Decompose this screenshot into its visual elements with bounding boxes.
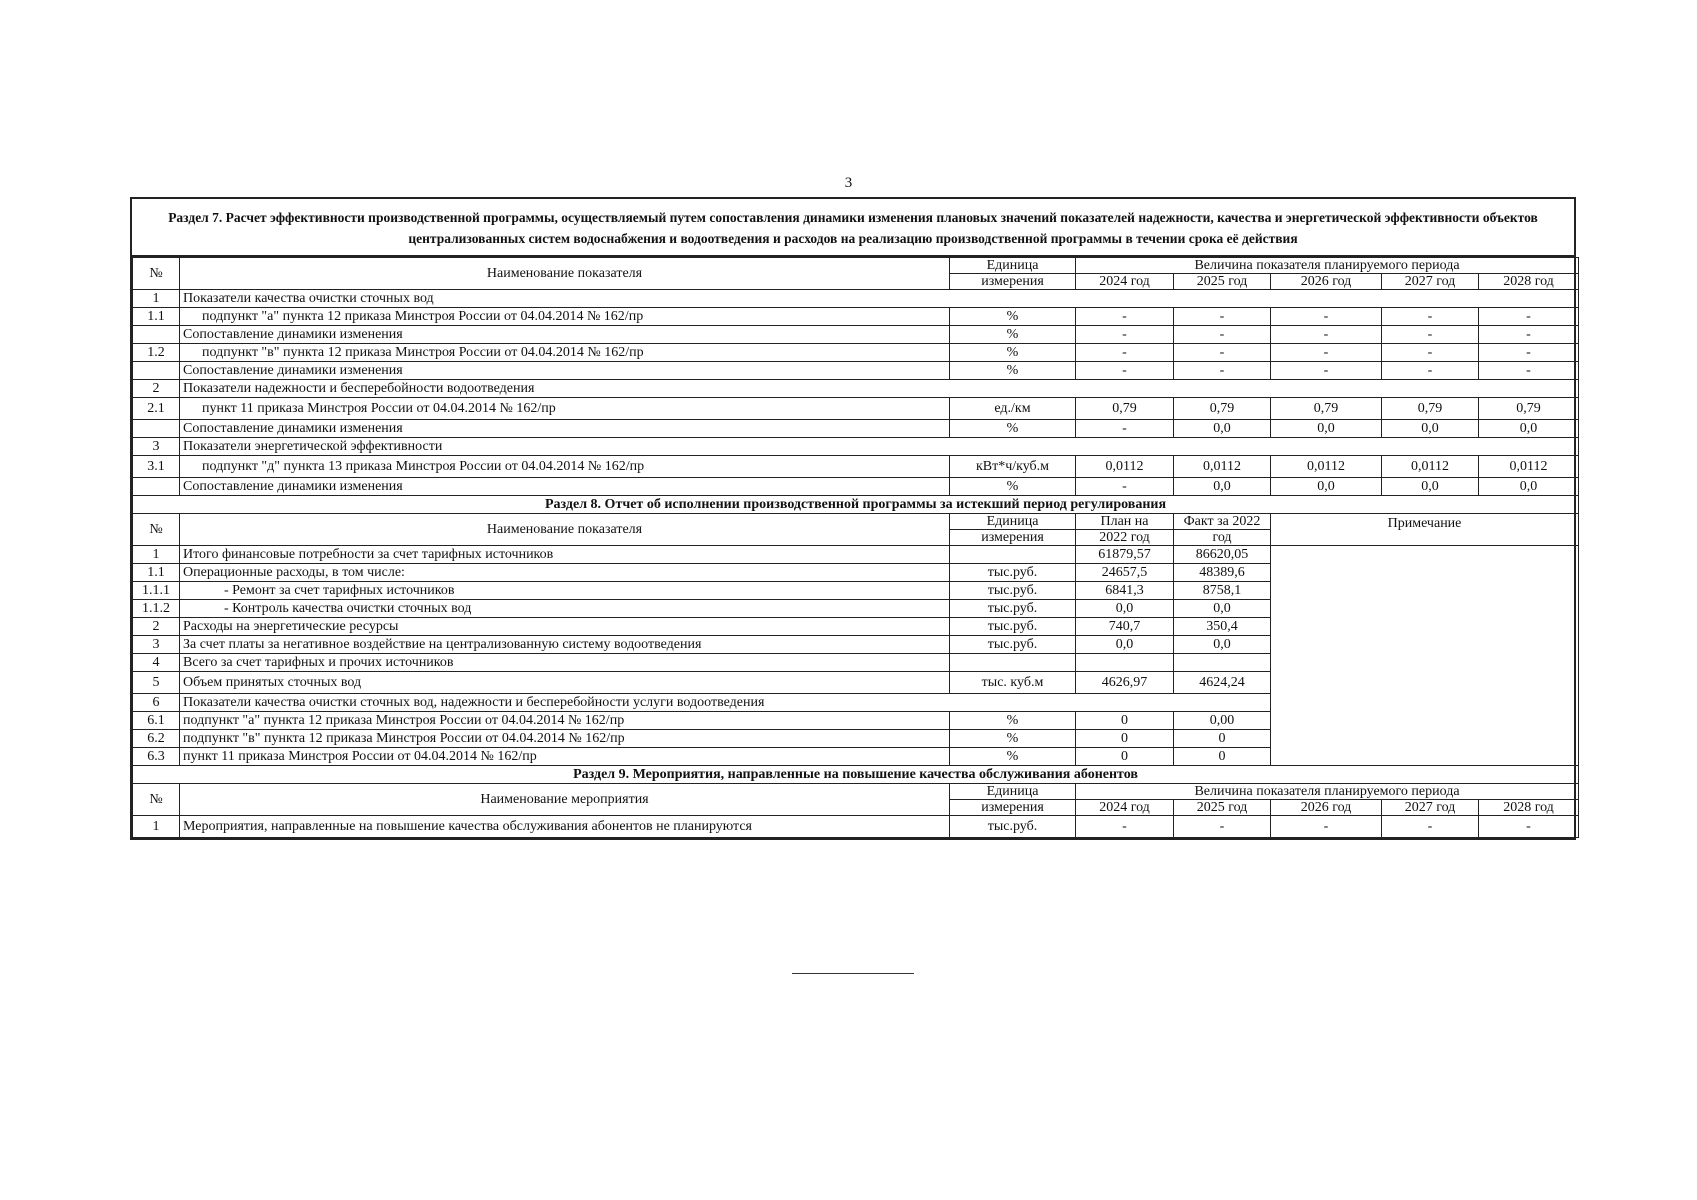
s7-row-name: Сопоставление динамики изменения <box>180 420 950 438</box>
s7-row-value: 0,0112 <box>1479 456 1579 478</box>
s7-row-num: 3 <box>133 438 180 456</box>
s9-row-name: Мероприятия, направленные на повышение качества обслуживания абонентов не планируются <box>180 816 950 838</box>
s7-row-unit: ед./км <box>950 398 1076 420</box>
s7-row-value: - <box>1174 344 1271 362</box>
s7-row-value: 0,0 <box>1174 478 1271 496</box>
s7-row-value: 0,0 <box>1479 478 1579 496</box>
report-table <box>132 257 1579 838</box>
s8-row-num: 4 <box>133 654 180 672</box>
s7-row-value: 0,0 <box>1174 420 1271 438</box>
s9-row-unit: тыс.руб. <box>950 816 1076 838</box>
s7-row-num <box>133 478 180 496</box>
s7-row-name: Сопоставление динамики изменения <box>180 326 950 344</box>
s7-row-value: - <box>1271 326 1382 344</box>
s9-header-year: 2027 год <box>1382 800 1479 816</box>
s7-row <box>133 398 1579 420</box>
s8-header-fact-1: Факт за 2022 <box>1174 514 1271 530</box>
s8-row-plan: 740,7 <box>1076 618 1174 636</box>
s7-header-name: Наименование показателя <box>180 258 950 290</box>
s7-row-value: - <box>1076 478 1174 496</box>
s8-row-fact: 0 <box>1174 730 1271 748</box>
s9-row-value: - <box>1271 816 1382 838</box>
s7-row-value: - <box>1382 326 1479 344</box>
s8-row-unit: тыс. куб.м <box>950 672 1076 694</box>
s7-row <box>133 326 1579 344</box>
page-number: 3 <box>844 175 853 191</box>
s8-row-num: 1.1 <box>133 564 180 582</box>
s7-row-num <box>133 326 180 344</box>
s8-row-plan <box>1076 654 1174 672</box>
s8-header-plan-2: 2022 год <box>1076 530 1174 546</box>
s8-row-unit: тыс.руб. <box>950 582 1076 600</box>
s8-row-num: 1 <box>133 546 180 564</box>
s7-row-value: 0,0 <box>1271 478 1382 496</box>
s8-row-name: - Ремонт за счет тарифных источников <box>180 582 950 600</box>
s8-header-row-1 <box>133 514 1579 530</box>
s8-header-unit-1: Единица <box>950 514 1076 530</box>
s7-row <box>133 380 1579 398</box>
s8-row-fact: 0,00 <box>1174 712 1271 730</box>
s7-row-value: 0,0 <box>1271 420 1382 438</box>
s9-row <box>133 816 1579 838</box>
s7-row-value: 0,79 <box>1174 398 1271 420</box>
s7-row-num <box>133 362 180 380</box>
s8-row-unit: % <box>950 748 1076 766</box>
s7-row <box>133 456 1579 478</box>
s7-row-value: - <box>1271 344 1382 362</box>
s8-row-plan: 0,0 <box>1076 600 1174 618</box>
s7-row <box>133 420 1579 438</box>
s7-row-name: подпункт "в" пункта 12 приказа Минстроя России от 04.04.2014 № 162/пр <box>180 344 950 362</box>
s7-row-value: - <box>1479 308 1579 326</box>
s8-row-plan: 0,0 <box>1076 636 1174 654</box>
s8-row-name: За счет платы за негативное воздействие на централизованную систему водоотведения <box>180 636 950 654</box>
s8-row <box>133 546 1579 564</box>
s8-row-name: Показатели качества очистки сточных вод, надежности и бесперебойности услуги водоотведения <box>180 694 1271 712</box>
s8-row-fact: 86620,05 <box>1174 546 1271 564</box>
s8-row-plan: 24657,5 <box>1076 564 1174 582</box>
s7-row-value: - <box>1076 326 1174 344</box>
s7-row-unit: % <box>950 420 1076 438</box>
s8-row-num: 6 <box>133 694 180 712</box>
s7-row-name: пункт 11 приказа Минстроя России от 04.04.2014 № 162/пр <box>180 398 950 420</box>
s7-row-value: - <box>1076 308 1174 326</box>
s7-row-unit: % <box>950 478 1076 496</box>
s9-row-value: - <box>1076 816 1174 838</box>
s9-header-unit-2: измерения <box>950 800 1076 816</box>
s7-header-num: № <box>133 258 180 290</box>
s7-row-value: - <box>1271 362 1382 380</box>
s7-row-unit: % <box>950 326 1076 344</box>
s9-header-num: № <box>133 784 180 816</box>
s7-header-year: 2026 год <box>1271 274 1382 290</box>
end-divider <box>792 973 914 974</box>
s7-row-num <box>133 420 180 438</box>
s8-row-fact <box>1174 654 1271 672</box>
s9-header-name: Наименование мероприятия <box>180 784 950 816</box>
s8-row-unit: тыс.руб. <box>950 600 1076 618</box>
s7-row-value: 0,79 <box>1076 398 1174 420</box>
s8-row-fact: 0 <box>1174 748 1271 766</box>
s7-row-value: - <box>1479 326 1579 344</box>
s7-row-num: 1 <box>133 290 180 308</box>
s8-row-fact: 350,4 <box>1174 618 1271 636</box>
s7-row-name: подпункт "а" пункта 12 приказа Минстроя России от 04.04.2014 № 162/пр <box>180 308 950 326</box>
s9-header-unit-1: Единица <box>950 784 1076 800</box>
s7-row-value: 0,79 <box>1479 398 1579 420</box>
s8-row-unit <box>950 654 1076 672</box>
section8-title: Раздел 8. Отчет об исполнении производственной программы за истекший период регулирования <box>133 496 1579 514</box>
s8-row-fact: 0,0 <box>1174 600 1271 618</box>
s8-row-name: Операционные расходы, в том числе: <box>180 564 950 582</box>
s7-row-value: - <box>1479 344 1579 362</box>
s8-row-unit: тыс.руб. <box>950 618 1076 636</box>
s8-note-cell <box>1271 546 1579 766</box>
s8-row-name: подпункт "а" пункта 12 приказа Минстроя России от 04.04.2014 № 162/пр <box>180 712 950 730</box>
s7-header-year: 2028 год <box>1479 274 1579 290</box>
report-table-body <box>133 258 1579 838</box>
s9-header-year: 2028 год <box>1479 800 1579 816</box>
s7-header-unit-2: измерения <box>950 274 1076 290</box>
s7-row <box>133 308 1579 326</box>
s7-row-unit: % <box>950 362 1076 380</box>
s9-row-value: - <box>1174 816 1271 838</box>
s7-row-value: 0,0112 <box>1271 456 1382 478</box>
s8-row-num: 6.1 <box>133 712 180 730</box>
s7-header-period: Величина показателя планируемого периода <box>1076 258 1579 274</box>
s7-row <box>133 362 1579 380</box>
section7-title: Раздел 7. Расчет эффективности производственной программы, осуществляемый путем сопоставления динамики изменения плановых значений показателей надежности, качества и энергетической эффективности объектов централизованных систем водоснабжения и водоотведения и расходов на реализацию производственной программы в течении срока её действия <box>132 199 1574 257</box>
s7-row-value: - <box>1076 344 1174 362</box>
s8-row-fact: 48389,6 <box>1174 564 1271 582</box>
s8-row-plan: 6841,3 <box>1076 582 1174 600</box>
s8-row-name: Объем принятых сточных вод <box>180 672 950 694</box>
s8-row-name: - Контроль качества очистки сточных вод <box>180 600 950 618</box>
s7-row-value: 0,0 <box>1479 420 1579 438</box>
s7-row-unit: % <box>950 344 1076 362</box>
s8-row-unit: тыс.руб. <box>950 636 1076 654</box>
s8-row-num: 1.1.1 <box>133 582 180 600</box>
s8-header-unit-2: измерения <box>950 530 1076 546</box>
s7-row-unit: кВт*ч/куб.м <box>950 456 1076 478</box>
section9-title: Раздел 9. Мероприятия, направленные на повышение качества обслуживания абонентов <box>133 766 1579 784</box>
s8-row-fact: 0,0 <box>1174 636 1271 654</box>
s9-header-row-1 <box>133 784 1579 800</box>
s7-row <box>133 344 1579 362</box>
s9-header-year: 2025 год <box>1174 800 1271 816</box>
s7-row-value: - <box>1174 326 1271 344</box>
s7-row-num: 2 <box>133 380 180 398</box>
s8-header-plan-1: План на <box>1076 514 1174 530</box>
s7-header-year: 2025 год <box>1174 274 1271 290</box>
s8-row-plan: 0 <box>1076 730 1174 748</box>
s9-row-value: - <box>1382 816 1479 838</box>
s7-row-name: Сопоставление динамики изменения <box>180 478 950 496</box>
s7-row-value: - <box>1076 420 1174 438</box>
s7-row-num: 1.2 <box>133 344 180 362</box>
s8-title-row <box>133 496 1579 514</box>
s8-row-name: подпункт "в" пункта 12 приказа Минстроя России от 04.04.2014 № 162/пр <box>180 730 950 748</box>
s7-row-value: 0,79 <box>1382 398 1479 420</box>
s8-row-unit <box>950 546 1076 564</box>
s8-row-plan: 0 <box>1076 748 1174 766</box>
s8-row-num: 6.3 <box>133 748 180 766</box>
s7-row-value: - <box>1382 344 1479 362</box>
s7-row-name: Показатели надежности и бесперебойности водоотведения <box>180 380 1579 398</box>
s7-row-value: - <box>1076 362 1174 380</box>
s9-row-value: - <box>1479 816 1579 838</box>
s8-header-name: Наименование показателя <box>180 514 950 546</box>
s7-row-value: - <box>1174 308 1271 326</box>
s8-row-name: пункт 11 приказа Минстроя России от 04.04.2014 № 162/пр <box>180 748 950 766</box>
s8-row-num: 1.1.2 <box>133 600 180 618</box>
s8-row-name: Всего за счет тарифных и прочих источников <box>180 654 950 672</box>
s7-row-value: 0,0112 <box>1076 456 1174 478</box>
s8-row-fact: 4624,24 <box>1174 672 1271 694</box>
s8-header-num: № <box>133 514 180 546</box>
s7-row <box>133 290 1579 308</box>
s7-row <box>133 478 1579 496</box>
s9-title-row <box>133 766 1579 784</box>
s7-row-name: Показатели энергетической эффективности <box>180 438 1579 456</box>
s8-row-plan: 61879,57 <box>1076 546 1174 564</box>
s8-row-plan: 4626,97 <box>1076 672 1174 694</box>
s7-row-value: - <box>1271 308 1382 326</box>
s7-row-name: подпункт "д" пункта 13 приказа Минстроя России от 04.04.2014 № 162/пр <box>180 456 950 478</box>
s7-row-num: 1.1 <box>133 308 180 326</box>
s7-row-value: 0,0112 <box>1382 456 1479 478</box>
s7-row-value: - <box>1174 362 1271 380</box>
s8-row-name: Расходы на энергетические ресурсы <box>180 618 950 636</box>
s7-row-value: 0,0 <box>1382 478 1479 496</box>
s8-row-num: 5 <box>133 672 180 694</box>
s9-row-num: 1 <box>133 816 180 838</box>
s7-row-value: - <box>1479 362 1579 380</box>
s7-row-value: - <box>1382 362 1479 380</box>
s9-header-year: 2024 год <box>1076 800 1174 816</box>
s7-row-num: 2.1 <box>133 398 180 420</box>
s7-header-year: 2024 год <box>1076 274 1174 290</box>
s7-row-value: 0,0 <box>1382 420 1479 438</box>
s7-header-unit-1: Единица <box>950 258 1076 274</box>
s7-row-value: 0,0112 <box>1174 456 1271 478</box>
s7-header-row-1 <box>133 258 1579 274</box>
s7-row-value: - <box>1382 308 1479 326</box>
s8-row-name: Итого финансовые потребности за счет тарифных источников <box>180 546 950 564</box>
s7-row <box>133 438 1579 456</box>
s9-header-year: 2026 год <box>1271 800 1382 816</box>
s7-row-value: 0,79 <box>1271 398 1382 420</box>
document-body <box>130 197 1576 840</box>
s8-row-unit: тыс.руб. <box>950 564 1076 582</box>
s7-row-num: 3.1 <box>133 456 180 478</box>
s7-row-name: Сопоставление динамики изменения <box>180 362 950 380</box>
s7-row-name: Показатели качества очистки сточных вод <box>180 290 1579 308</box>
s8-header-note: Примечание <box>1271 514 1579 546</box>
s8-row-unit: % <box>950 730 1076 748</box>
s8-row-num: 3 <box>133 636 180 654</box>
s7-row-unit: % <box>950 308 1076 326</box>
s8-row-fact: 8758,1 <box>1174 582 1271 600</box>
s8-header-fact-2: год <box>1174 530 1271 546</box>
s8-row-num: 2 <box>133 618 180 636</box>
s8-row-unit: % <box>950 712 1076 730</box>
s8-row-num: 6.2 <box>133 730 180 748</box>
s7-header-year: 2027 год <box>1382 274 1479 290</box>
s9-header-period: Величина показателя планируемого периода <box>1076 784 1579 800</box>
s8-row-plan: 0 <box>1076 712 1174 730</box>
